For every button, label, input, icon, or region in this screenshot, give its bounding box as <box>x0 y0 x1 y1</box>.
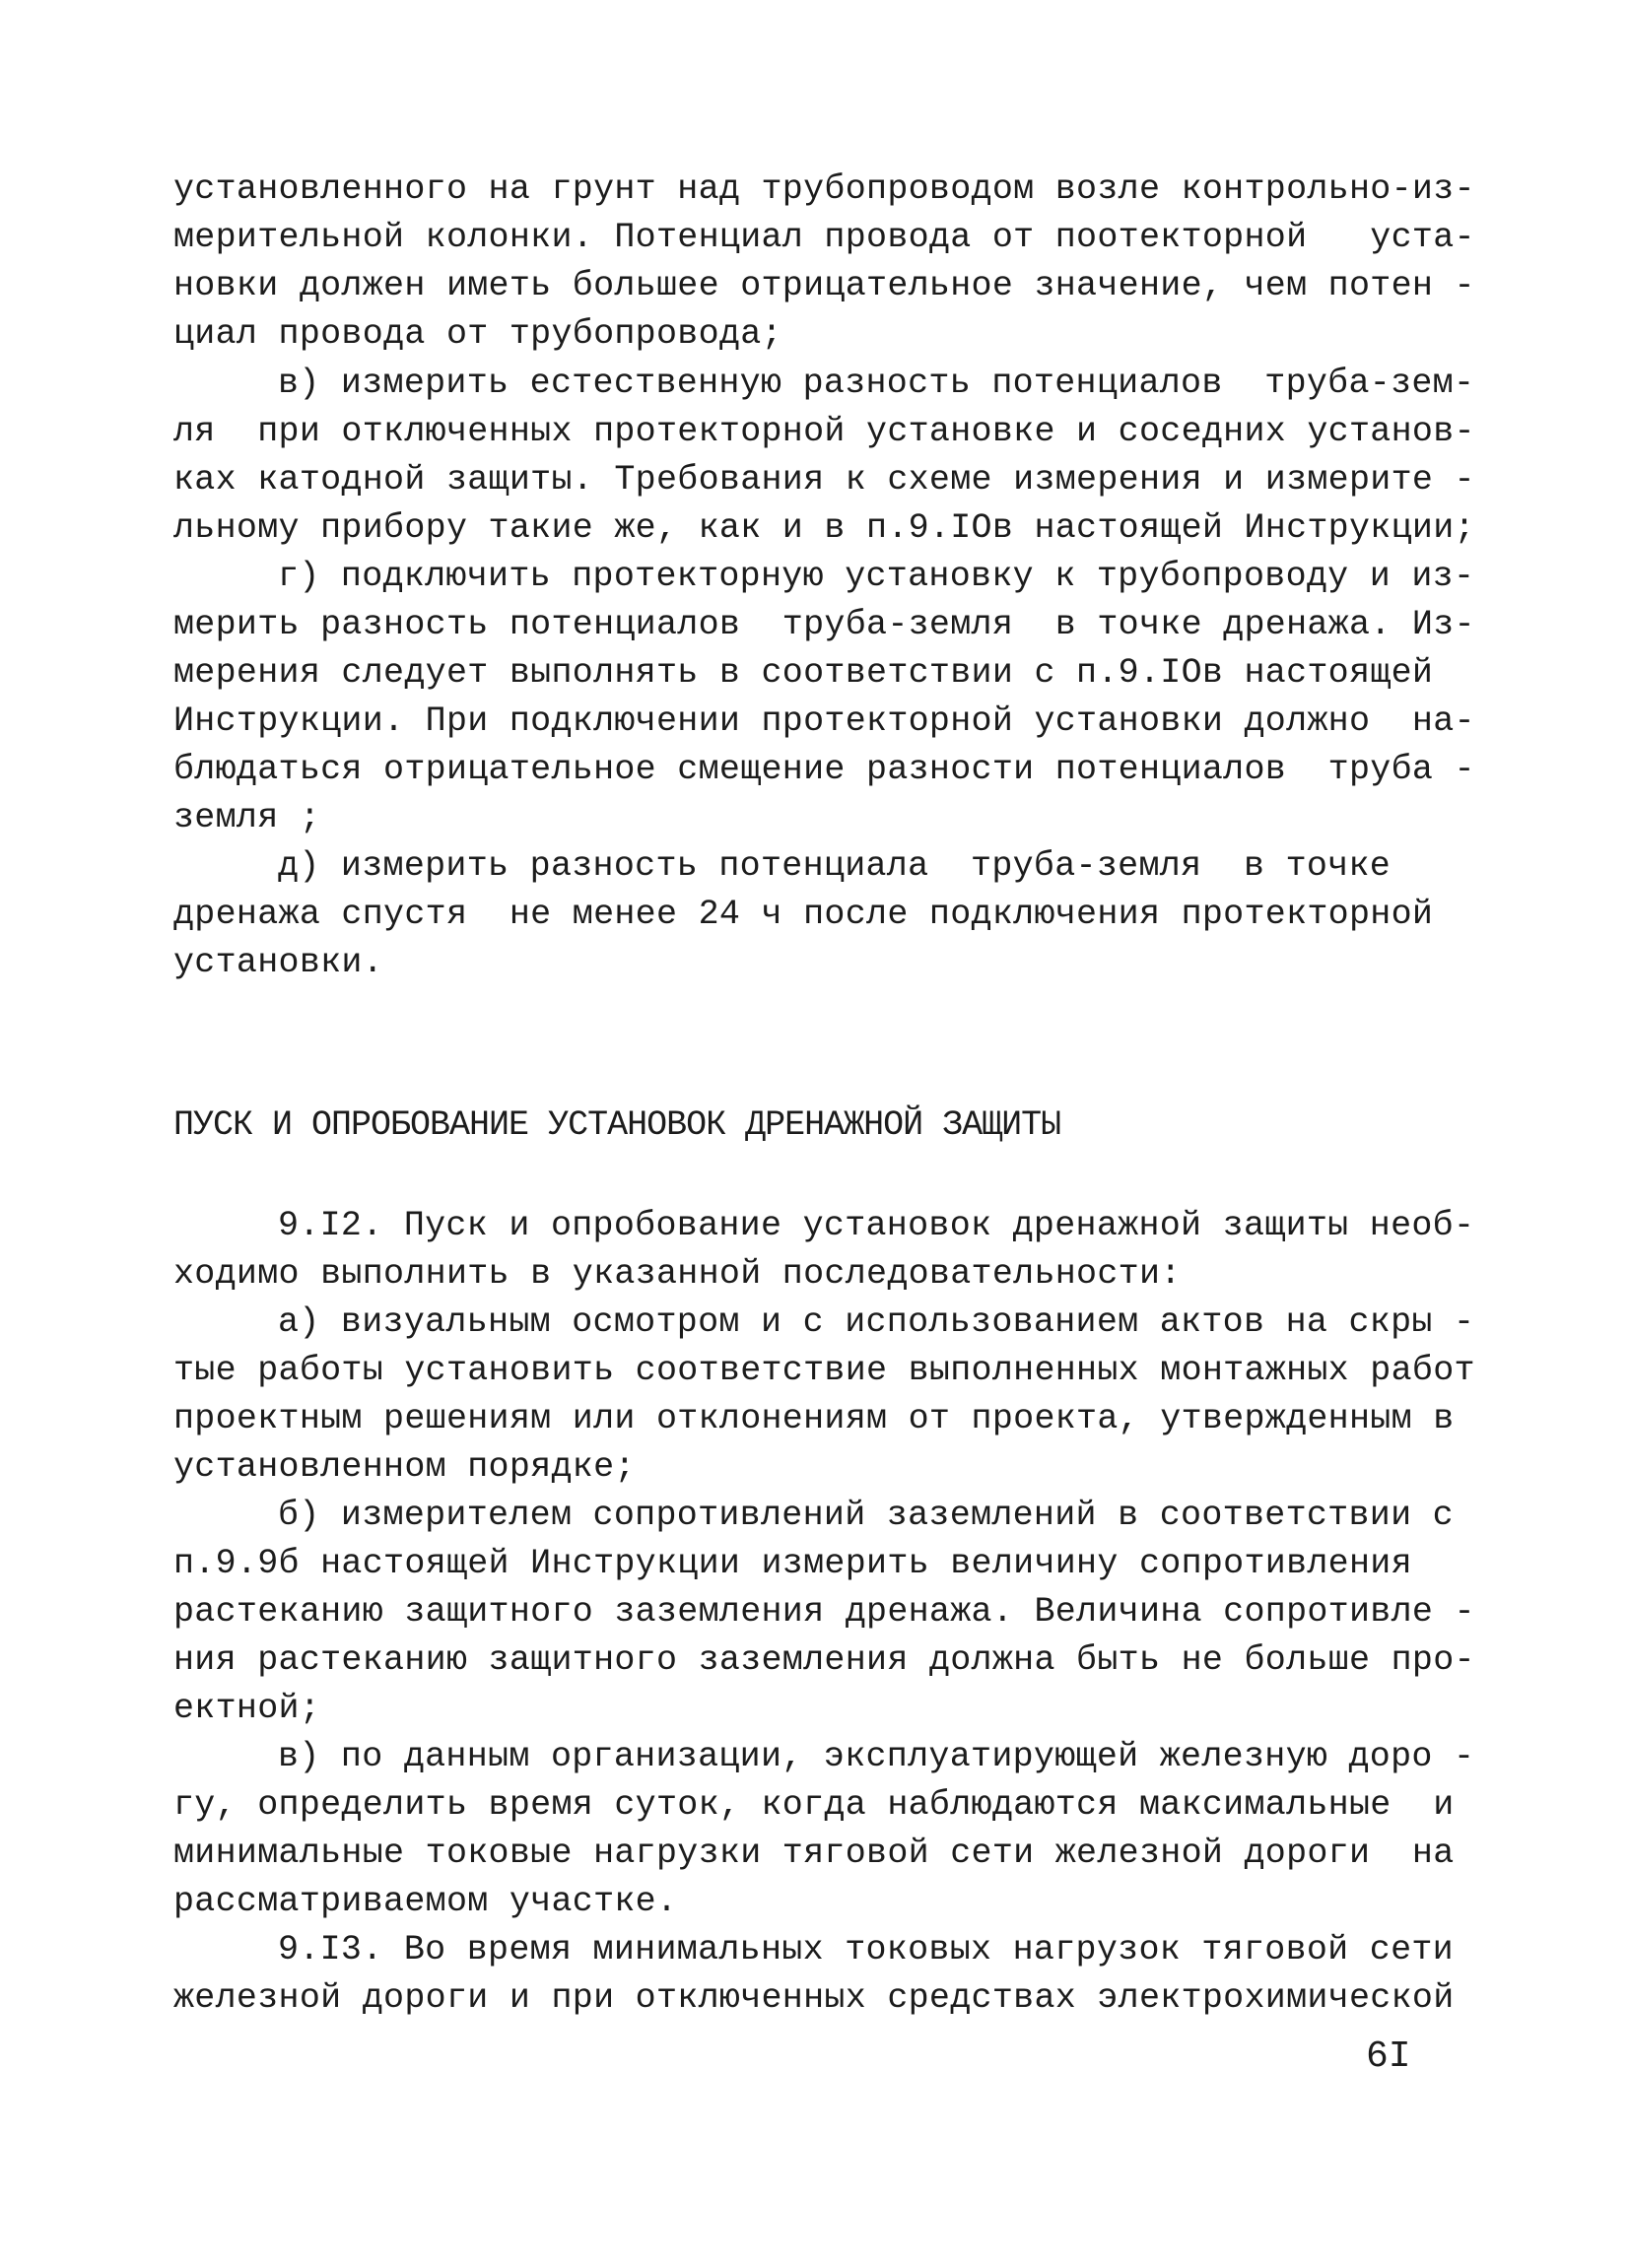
section-heading: ПУСК И ОПРОБОВАНИЕ УСТАНОВОК ДРЕНАЖНОЙ ЗАЩИТЫ <box>173 1105 1061 1145</box>
text-line: ходимо выполнить в указанной последовательности: <box>173 1254 1182 1294</box>
text-line: установки. <box>173 943 384 982</box>
text-line: рассматриваемом участке. <box>173 1882 678 1921</box>
text-line: мерить разность потенциалов труба-земля в точке дренажа. Из- <box>173 605 1475 644</box>
text-line: земля ; <box>173 798 321 837</box>
text-line: установленном порядке; <box>173 1447 636 1487</box>
text-line: блюдаться отрицательное смещение разности потенциалов труба - <box>173 750 1475 789</box>
text-line: гу, определить время суток, когда наблюдаются максимальные и <box>173 1785 1455 1825</box>
text-line: ния растеканию защитного заземления должна быть не больше про- <box>173 1640 1475 1680</box>
text-line: в) по данным организации, эксплуатирующей железную доро - <box>278 1737 1475 1776</box>
text-line: ля при отключенных протекторной установке и соседних установ- <box>173 412 1475 451</box>
text-line: растеканию защитного заземления дренажа. Величина сопротивле - <box>173 1592 1475 1632</box>
text-line: циал провода от трубопровода; <box>173 314 782 354</box>
text-line: 9.I2. Пуск и опробование установок дренажной защиты необ- <box>278 1206 1475 1245</box>
text-line: льному прибору такие же, как и в п.9.IОв настоящей Инструкции; <box>173 508 1475 548</box>
page-number: 6I <box>1366 2035 1411 2078</box>
text-line: г) подключить протекторную установку к трубопроводу и из- <box>278 557 1475 596</box>
text-line: установленного на грунт над трубопроводом возле контрольно-из- <box>173 169 1475 209</box>
text-line: д) измерить разность потенциала труба-земля в точке <box>278 846 1392 886</box>
text-line: 9.I3. Во время минимальных токовых нагрузок тяговой сети <box>278 1930 1454 1969</box>
text-line: дренажа спустя не менее 24 ч после подключения протекторной <box>173 895 1434 934</box>
text-line: проектным решениям или отклонениям от проекта, утвержденным в <box>173 1399 1455 1438</box>
text-line: тые работы установить соответствие выполненных монтажных работ <box>173 1351 1475 1390</box>
text-line: Инструкции. При подключении протекторной установки должно на- <box>173 701 1475 741</box>
text-line: мерительной колонки. Потенциал провода от поотекторной уста- <box>173 218 1475 257</box>
text-line: мерения следует выполнять в соответствии с п.9.IОв настоящей <box>173 653 1434 693</box>
text-line: железной дороги и при отключенных средствах электрохимической <box>173 1978 1455 2018</box>
text-line: ектной; <box>173 1689 321 1728</box>
text-line: минимальные токовые нагрузки тяговой сети железной дороги на <box>173 1834 1455 1873</box>
text-line: в) измерить естественную разность потенциалов труба-зем- <box>278 364 1475 403</box>
text-line: б) измерителем сопротивлений заземлений в соответствии с <box>278 1496 1454 1535</box>
text-line: новки должен иметь большее отрицательное значение, чем потен - <box>173 266 1475 305</box>
text-line: ках катодной защиты. Требования к схеме измерения и измерите - <box>173 460 1475 500</box>
text-line: а) визуальным осмотром и с использованием актов на скры - <box>278 1302 1475 1342</box>
text-line: п.9.9б настоящей Инструкции измерить величину сопротивления <box>173 1544 1412 1583</box>
